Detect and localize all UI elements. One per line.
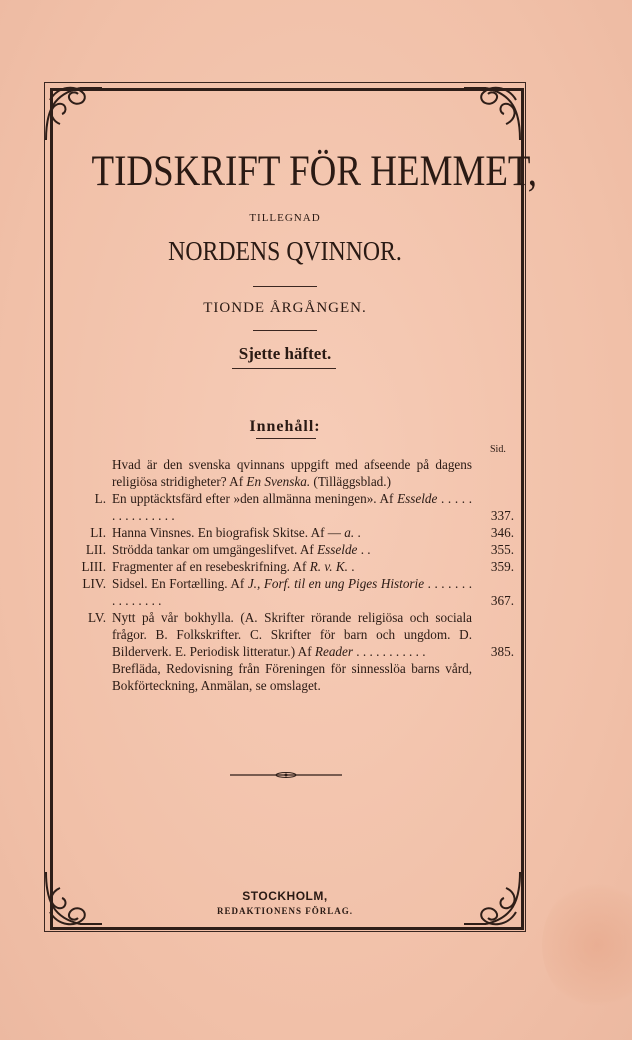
toc-entry-page: 359. [490, 559, 514, 574]
page-column-label: Sid. [490, 444, 506, 455]
divider [253, 286, 317, 287]
toc-entry-number [56, 456, 112, 490]
toc-entry-trailer: . . . . . . . . . . . [353, 644, 426, 659]
toc-entry-number: LIII. [81, 559, 106, 574]
toc-entry-number: LV. [88, 610, 106, 625]
toc-entry-number: LI. [90, 525, 106, 540]
toc-entry-number: LIV. [82, 576, 106, 591]
imprint-publisher: REDAKTIONENS FÖRLAG. [216, 906, 353, 916]
toc-entry-author: Esselde [397, 491, 438, 506]
divider [232, 368, 336, 369]
issue-label: Sjette häftet. [238, 344, 332, 363]
contents-heading: Innehåll: [249, 418, 321, 435]
toc-entry-page: 367. [490, 593, 514, 608]
toc-entry-number [56, 660, 112, 694]
corner-ornament-icon [460, 80, 526, 146]
toc-entry-text [112, 558, 472, 575]
toc-entry [56, 609, 518, 660]
divider [253, 330, 317, 331]
toc-entry-page: 337. [490, 508, 514, 523]
supplement-label: TILLEGNAD [249, 212, 321, 224]
table-of-contents [56, 456, 518, 694]
toc-entry [56, 490, 518, 524]
toc-entry-author: R. v. K. [309, 559, 348, 574]
toc-entry-trailer: . . . . . . . . . . . . . . . [112, 491, 473, 523]
toc-entry-author: a. [344, 525, 355, 540]
toc-entry-page: 346. [490, 525, 514, 540]
toc-entry-text [112, 609, 472, 660]
journal-title: TIDSKRIFT FÖR HEMMET, [91, 148, 538, 195]
toc-entry-author: En Svenska. [246, 474, 311, 489]
corner-ornament-icon [40, 80, 106, 146]
toc-entry-author: J., Forf. til en ung Piges Historie [247, 576, 425, 591]
toc-entry [56, 541, 518, 558]
toc-entry-title: Brefläda, Redovisning från Föreningen för sinnesslöa barns vård, Bokförteckning, Anmälan, se omslaget. [112, 661, 472, 693]
toc-entry-trailer: . . [357, 542, 371, 557]
toc-entry-title: Sidsel. En Fortælling. Af [112, 576, 248, 591]
toc-entry-page: 385. [490, 644, 514, 659]
toc-entry-title: Fragmenter af en resebeskrifning. Af [112, 559, 310, 574]
volume-label: TIONDE ÅRGÅNGEN. [203, 300, 367, 316]
toc-entry-trailer: . [354, 525, 361, 540]
toc-entry-author: Reader [314, 644, 353, 659]
toc-entry-page: 355. [490, 542, 514, 557]
toc-entry-title: Hanna Vinsnes. En biografisk Skitse. Af — [112, 525, 345, 540]
toc-entry-text [112, 456, 472, 490]
toc-entry-text [112, 490, 472, 524]
toc-entry-title: Nytt på vår bokhylla. (A. Skrifter rörande religiösa och sociala frågor. B. Folkskrifter. C. Skrifter för barn och ungdom. D. Bilderverk. E. Periodisk litteratur.) Af [112, 610, 472, 659]
toc-entry-trailer: . [347, 559, 355, 574]
toc-entry-text [112, 541, 472, 558]
toc-entry-trailer: . . . . . . . . . . . . . . . [112, 576, 472, 608]
toc-entry-number: L. [94, 491, 106, 506]
toc-entry-title: Strödda tankar om umgängeslifvet. Af [112, 542, 318, 557]
imprint-city: STOCKHOLM, [242, 889, 328, 903]
toc-entry [56, 558, 518, 575]
toc-entry [56, 456, 518, 490]
toc-entry-text [112, 524, 472, 541]
toc-entry-title: Hvad är den svenska qvinnans uppgift med afseende på dagens religiösa stridigheter? Af [112, 457, 472, 489]
toc-entry-text [112, 575, 472, 609]
toc-entry [56, 575, 518, 609]
divider-ornament-icon [230, 770, 342, 780]
toc-entry-text [112, 660, 472, 694]
journal-subtitle: NORDENS QVINNOR. [168, 236, 402, 266]
toc-entry-trailer: (Tilläggsblad.) [310, 474, 391, 489]
toc-entry-author: Esselde [317, 542, 358, 557]
library-stamp [542, 880, 632, 1010]
divider [256, 438, 316, 439]
toc-entry-title: En upptäcktsfärd efter »den allmänna meningen». Af [112, 491, 398, 506]
toc-entry [56, 524, 518, 541]
toc-entry [56, 660, 518, 694]
toc-entry-number: LII. [85, 542, 106, 557]
